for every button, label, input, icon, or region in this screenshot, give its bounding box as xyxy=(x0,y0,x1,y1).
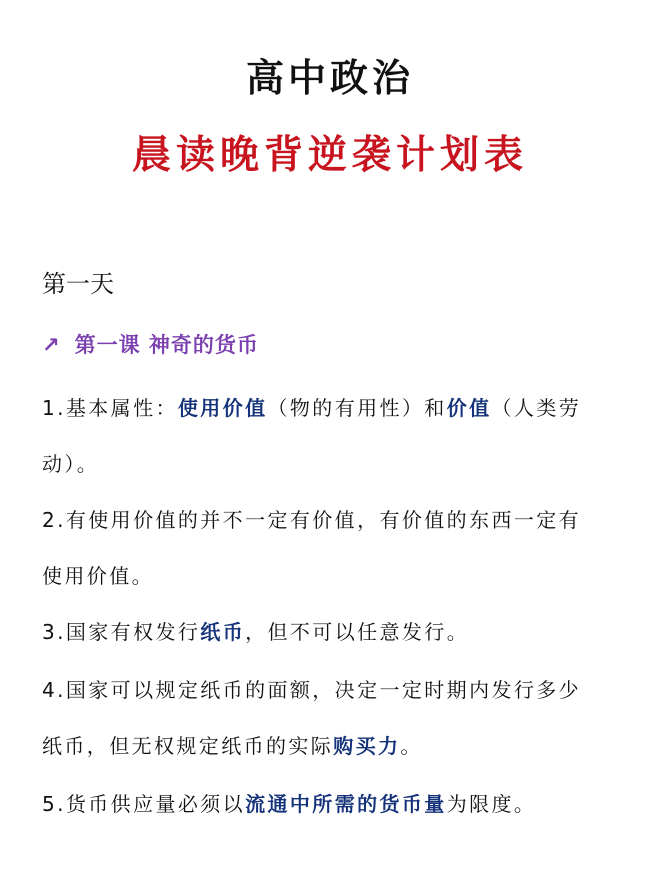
list-item-line xyxy=(42,776,632,832)
list-item-2 xyxy=(42,492,632,604)
item-text: 纸币，但无权规定纸币的实际 xyxy=(42,734,334,758)
lesson-title: 第一课 神奇的货币 xyxy=(74,333,259,357)
arrow-icon: ↗ xyxy=(42,333,61,357)
page-subtitle: 晨读晚背逆袭计划表 xyxy=(131,133,528,178)
item-text: （物的有用性）和 xyxy=(267,396,447,420)
list-item-line: 2.有使用价值的并不一定有价值，有价值的东西一定有 xyxy=(42,508,582,532)
highlight-term: 价值 xyxy=(446,396,492,420)
highlight-term: 使用价值 xyxy=(177,396,268,420)
item-text: 5.货币供应量必须以 xyxy=(42,792,246,816)
list-item-4 xyxy=(42,662,632,774)
list-item-line: 4.国家可以规定纸币的面额，决定一定时期内发行多少 xyxy=(42,678,582,702)
item-text: 3.国家有权发行 xyxy=(42,620,201,644)
highlight-term: 购买力 xyxy=(333,734,401,758)
list-item-line xyxy=(42,380,632,436)
list-item-line: 使用价值。 xyxy=(42,564,154,588)
list-item-3 xyxy=(42,604,632,660)
highlight-term: 纸币 xyxy=(200,620,246,644)
lesson-heading xyxy=(42,330,259,360)
item-text: ，但不可以任意发行。 xyxy=(245,620,470,644)
item-text: 。 xyxy=(400,734,423,758)
item-text: （人类劳 xyxy=(491,396,582,420)
list-item-line xyxy=(42,718,632,774)
list-item-line xyxy=(42,604,632,660)
highlight-term: 流通中所需的货币量 xyxy=(245,792,447,816)
list-item-1 xyxy=(42,380,632,492)
day-heading: 第一天 xyxy=(42,270,114,298)
item-text: 为限度。 xyxy=(446,792,537,816)
list-item-line: 动）。 xyxy=(42,452,100,476)
page-title: 高中政治 xyxy=(245,56,414,100)
item-text: 1.基本属性： xyxy=(42,396,178,420)
list-item-5 xyxy=(42,776,632,832)
